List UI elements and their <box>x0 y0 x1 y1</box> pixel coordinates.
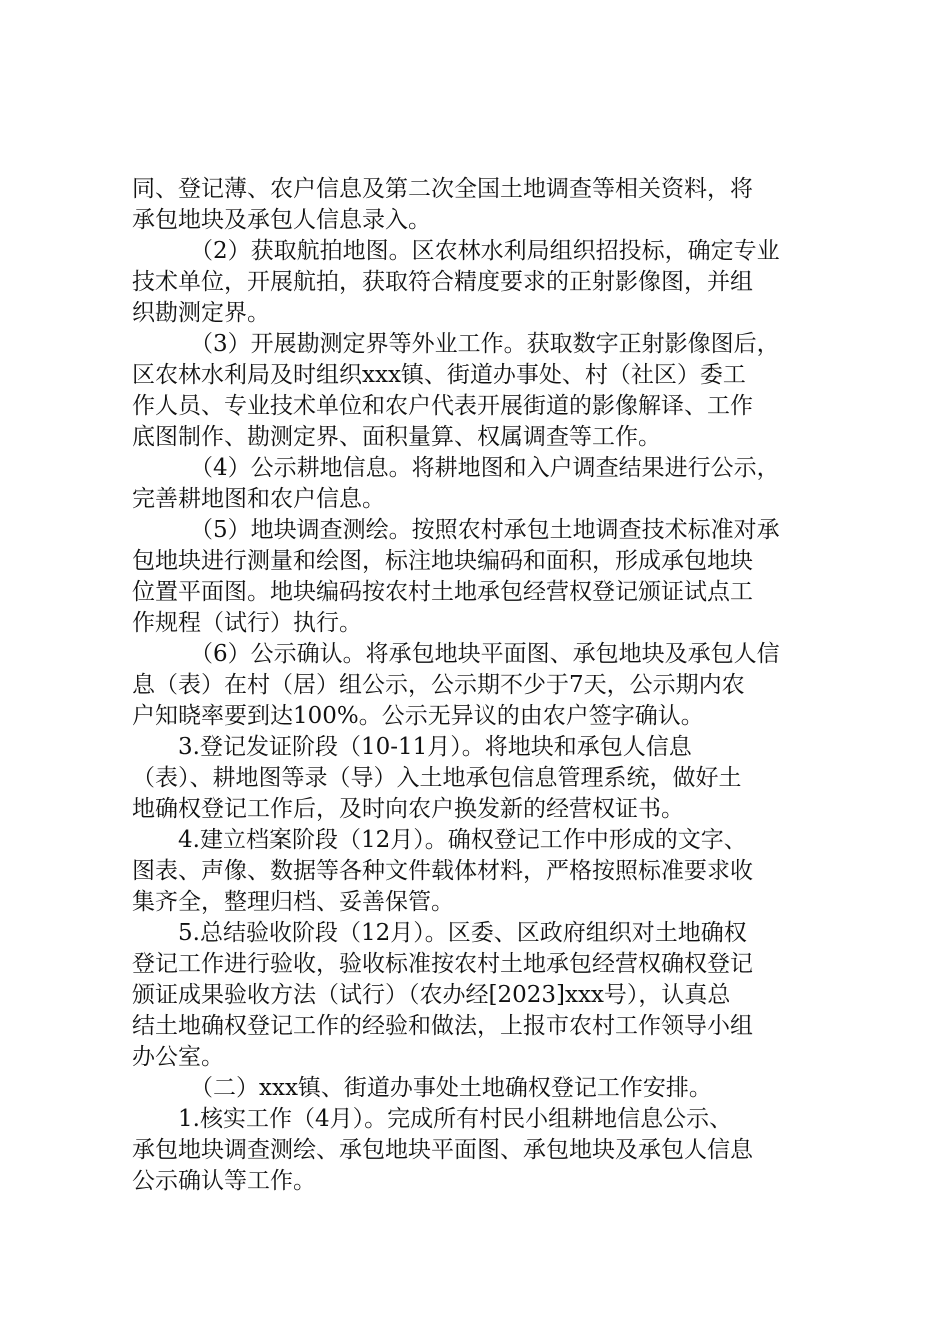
text-line: 地确权登记工作后，及时向农户换发新的经营权证书。 <box>132 796 684 822</box>
text-line: （5）地块调查测绘。按照农村承包土地调查技术标准对承 <box>190 517 780 543</box>
text-line: 承包地块及承包人信息录入。 <box>132 207 431 233</box>
text-line: （3）开展勘测定界等外业工作。获取数字正射影像图后， <box>190 331 780 357</box>
text-line: 户知晓率要到达100%。公示无异议的由农户签字确认。 <box>132 703 704 729</box>
text-line: 作规程（试行）执行。 <box>132 610 362 636</box>
text-line: 登记工作进行验收，验收标准按农村土地承包经营权确权登记 <box>132 951 753 977</box>
document-body <box>132 174 822 1197</box>
text-line: （表）、耕地图等录（导）入土地承包信息管理系统，做好土 <box>132 765 742 791</box>
text-line: 4.建立档案阶段（12月）。确权登记工作中形成的文字、 <box>178 827 747 853</box>
text-line: （2）获取航拍地图。区农林水利局组织招投标，确定专业 <box>190 238 780 264</box>
text-line: （4）公示耕地信息。将耕地图和入户调查结果进行公示， <box>190 455 780 481</box>
text-line: 技术单位，开展航拍，获取符合精度要求的正射影像图，并组 <box>132 269 753 295</box>
text-line: 结土地确权登记工作的经验和做法，上报市农村工作领导小组 <box>132 1013 753 1039</box>
text-line: 同、登记薄、农户信息及第二次全国土地调查等相关资料，将 <box>132 176 753 202</box>
text-line: （二）xxx镇、街道办事处土地确权登记工作安排。 <box>190 1075 712 1101</box>
text-line: 包地块进行测量和绘图，标注地块编码和面积，形成承包地块 <box>132 548 753 574</box>
text-line: 作人员、专业技术单位和农户代表开展街道的影像解译、工作 <box>132 393 753 419</box>
text-line: 公示确认等工作。 <box>132 1168 316 1194</box>
text-line: 集齐全，整理归档、妥善保管。 <box>132 889 454 915</box>
text-line: 图表、声像、数据等各种文件载体材料，严格按照标准要求收 <box>132 858 753 884</box>
text-line: 办公室。 <box>132 1044 224 1070</box>
text-line: （6）公示确认。将承包地块平面图、承包地块及承包人信 <box>190 641 780 667</box>
text-line: 息（表）在村（居）组公示，公示期不少于7天，公示期内农 <box>132 672 745 698</box>
text-line: 颁证成果验收方法（试行）（农办经[2023]xxx号），认真总 <box>132 982 731 1008</box>
text-line: 完善耕地图和农户信息。 <box>132 486 385 512</box>
text-line: 织勘测定界。 <box>132 300 270 326</box>
text-line: 5.总结验收阶段（12月）。区委、区政府组织对土地确权 <box>178 920 747 946</box>
text-line: 承包地块调查测绘、承包地块平面图、承包地块及承包人信息 <box>132 1137 753 1163</box>
text-line: 1.核实工作（4月）。完成所有村民小组耕地信息公示、 <box>178 1106 733 1132</box>
text-line: 位置平面图。地块编码按农村土地承包经营权登记颁证试点工 <box>132 579 753 605</box>
text-line: 底图制作、勘测定界、面积量算、权属调查等工作。 <box>132 424 661 450</box>
text-line: 区农林水利局及时组织xxx镇、街道办事处、村（社区）委工 <box>132 362 746 388</box>
text-line: 3.登记发证阶段（10-11月）。将地块和承包人信息 <box>178 734 692 760</box>
